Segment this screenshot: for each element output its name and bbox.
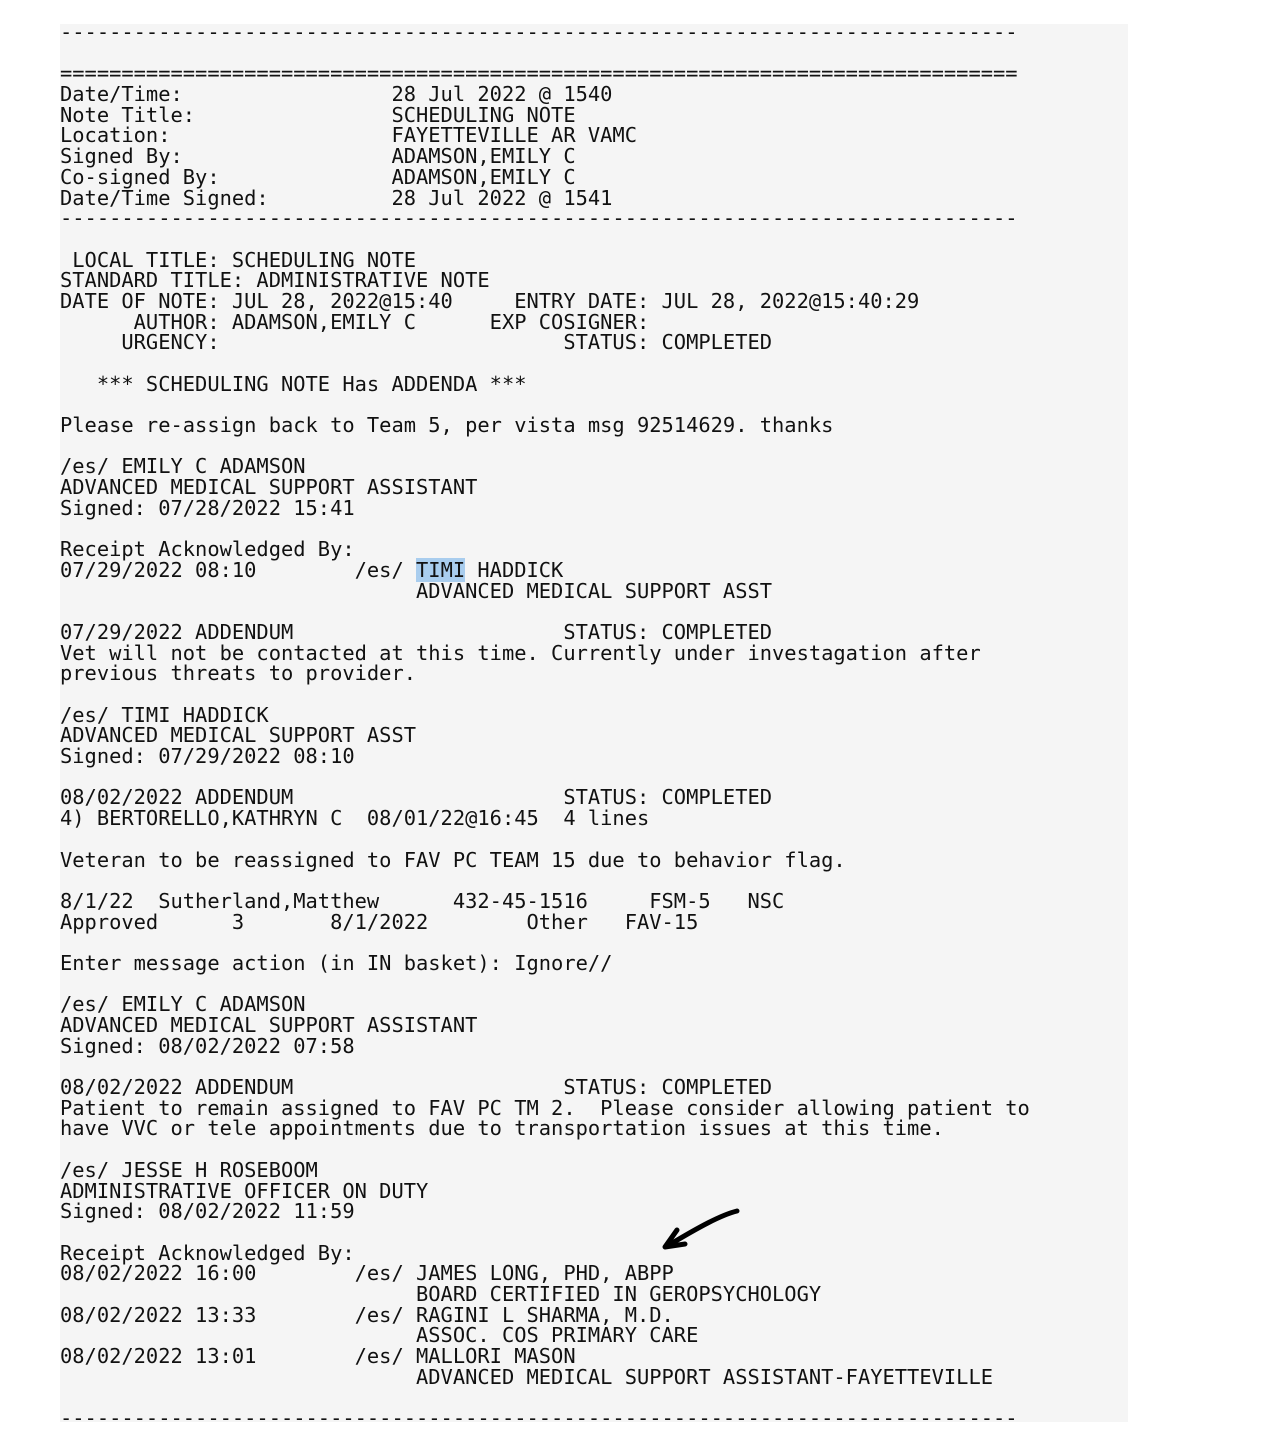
note-line: ------------------------------------------------------------------------------ (60, 20, 1018, 44)
note-line: previous threats to provider. (60, 661, 417, 686)
note-line (60, 932, 1030, 953)
note-line: 07/29/2022 ADDENDUM STATUS: COMPLETED (60, 619, 773, 644)
note-line: Enter message action (in IN basket): Ignore// (60, 950, 613, 975)
note-line (60, 1056, 1030, 1077)
note-line: Signed: 08/02/2022 11:59 (60, 1199, 355, 1224)
note-line: 08/02/2022 ADDENDUM STATUS: COMPLETED (60, 1075, 773, 1100)
note-line: 8/1/22 Sutherland,Matthew 432-45-1516 FSM-5 NSC (60, 888, 785, 913)
note-line (60, 519, 1030, 540)
note-line (60, 829, 1030, 850)
note-line: STANDARD TITLE: ADMINISTRATIVE NOTE (60, 268, 490, 293)
note-line: /es/ TIMI HADDICK (60, 702, 269, 727)
note-line: URGENCY: STATUS: COMPLETED (60, 330, 773, 355)
receipt-acknowledged-line (60, 557, 1030, 582)
note-line: 4) BERTORELLO,KATHRYN C 08/01/22@16:45 4 lines (60, 806, 650, 831)
note-line (60, 436, 1030, 457)
note-line: BOARD CERTIFIED IN GEROPSYCHOLOGY (60, 1281, 822, 1306)
note-line: /es/ EMILY C ADAMSON (60, 454, 306, 479)
note-line (60, 394, 1030, 415)
note-line: LOCAL TITLE: SCHEDULING NOTE (60, 247, 417, 272)
note-line: *** SCHEDULING NOTE Has ADDENDA *** (60, 371, 527, 396)
note-line: Signed: 08/02/2022 07:58 (60, 1033, 355, 1058)
note-line: Date/Time Signed: 28 Jul 2022 @ 1541 (60, 185, 613, 210)
note-line (60, 767, 1030, 788)
note-line: 08/02/2022 16:00 /es/ JAMES LONG, PHD, ABPP (60, 1261, 674, 1286)
note-line (60, 684, 1030, 705)
note-line (60, 870, 1030, 891)
note-line: ADMINISTRATIVE OFFICER ON DUTY (60, 1178, 429, 1203)
note-line: Patient to remain assigned to FAV PC TM 2. Please consider allowing patient to (60, 1095, 1030, 1120)
note-line: 08/02/2022 13:33 /es/ RAGINI L SHARMA, M.D. (60, 1302, 674, 1327)
receipt-line-suffix: HADDICK (465, 557, 564, 582)
note-line (60, 1387, 1030, 1408)
note-line: Note Title: SCHEDULING NOTE (60, 102, 576, 127)
note-line: ADVANCED MEDICAL SUPPORT ASSISTANT-FAYETTEVILLE (60, 1364, 993, 1389)
scheduling-note-text[interactable] (60, 22, 1030, 1429)
note-line: Vet will not be contacted at this time. Currently under investagation after (60, 640, 981, 665)
note-line: ADVANCED MEDICAL SUPPORT ASSISTANT (60, 1013, 478, 1037)
note-line (60, 974, 1030, 995)
note-line: 08/02/2022 13:01 /es/ MALLORI MASON (60, 1344, 576, 1368)
note-line (60, 229, 1030, 250)
note-line: Approved 3 8/1/2022 Other FAV-15 (60, 909, 699, 934)
note-line: /es/ EMILY C ADAMSON (60, 992, 306, 1017)
note-line (60, 353, 1030, 374)
note-line: 08/02/2022 ADDENDUM STATUS: COMPLETED (60, 785, 773, 810)
note-line: ============================================================================== (60, 61, 1018, 86)
note-line: Signed: 07/28/2022 15:41 (60, 495, 355, 520)
note-line (60, 601, 1030, 622)
note-line: Veteran to be reassigned to FAV PC TEAM 15 due to behavior flag. (60, 847, 846, 872)
note-line: Signed By: ADAMSON,EMILY C (60, 144, 576, 169)
note-line: Signed: 07/29/2022 08:10 (60, 744, 355, 769)
note-line: Location: FAYETTEVILLE AR VAMC (60, 123, 637, 148)
note-line: Co-signed By: ADAMSON,EMILY C (60, 164, 576, 189)
note-line: Please re-assign back to Team 5, per vista msg 92514629. thanks (60, 413, 834, 438)
note-line: have VVC or tele appointments due to transportation issues at this time. (60, 1116, 944, 1141)
note-line (60, 43, 1030, 64)
receipt-line-prefix: 07/29/2022 08:10 /es/ (60, 557, 417, 582)
note-line (60, 1139, 1030, 1160)
note-line: ADVANCED MEDICAL SUPPORT ASST (60, 723, 417, 748)
note-line: /es/ JESSE H ROSEBOOM (60, 1157, 318, 1182)
note-line: ADVANCED MEDICAL SUPPORT ASSISTANT (60, 475, 478, 500)
selected-text-highlight[interactable]: TIMI (416, 557, 466, 582)
note-line: Date/Time: 28 Jul 2022 @ 1540 (60, 82, 613, 107)
note-line: ASSOC. COS PRIMARY CARE (60, 1323, 699, 1348)
note-line: AUTHOR: ADAMSON,EMILY C EXP COSIGNER: (60, 309, 650, 334)
note-line (60, 1222, 1030, 1243)
note-line: ------------------------------------------------------------------------------ (60, 206, 1018, 231)
note-line: Receipt Acknowledged By: (60, 537, 355, 562)
note-line: ADVANCED MEDICAL SUPPORT ASST (60, 578, 773, 603)
note-line: DATE OF NOTE: JUL 28, 2022@15:40 ENTRY DATE: JUL 28, 2022@15:40:29 (60, 288, 920, 313)
note-line: Receipt Acknowledged By: (60, 1240, 355, 1265)
note-line: ------------------------------------------------------------------------------ (60, 1406, 1018, 1431)
handwritten-arrow-annotation (655, 1203, 745, 1263)
